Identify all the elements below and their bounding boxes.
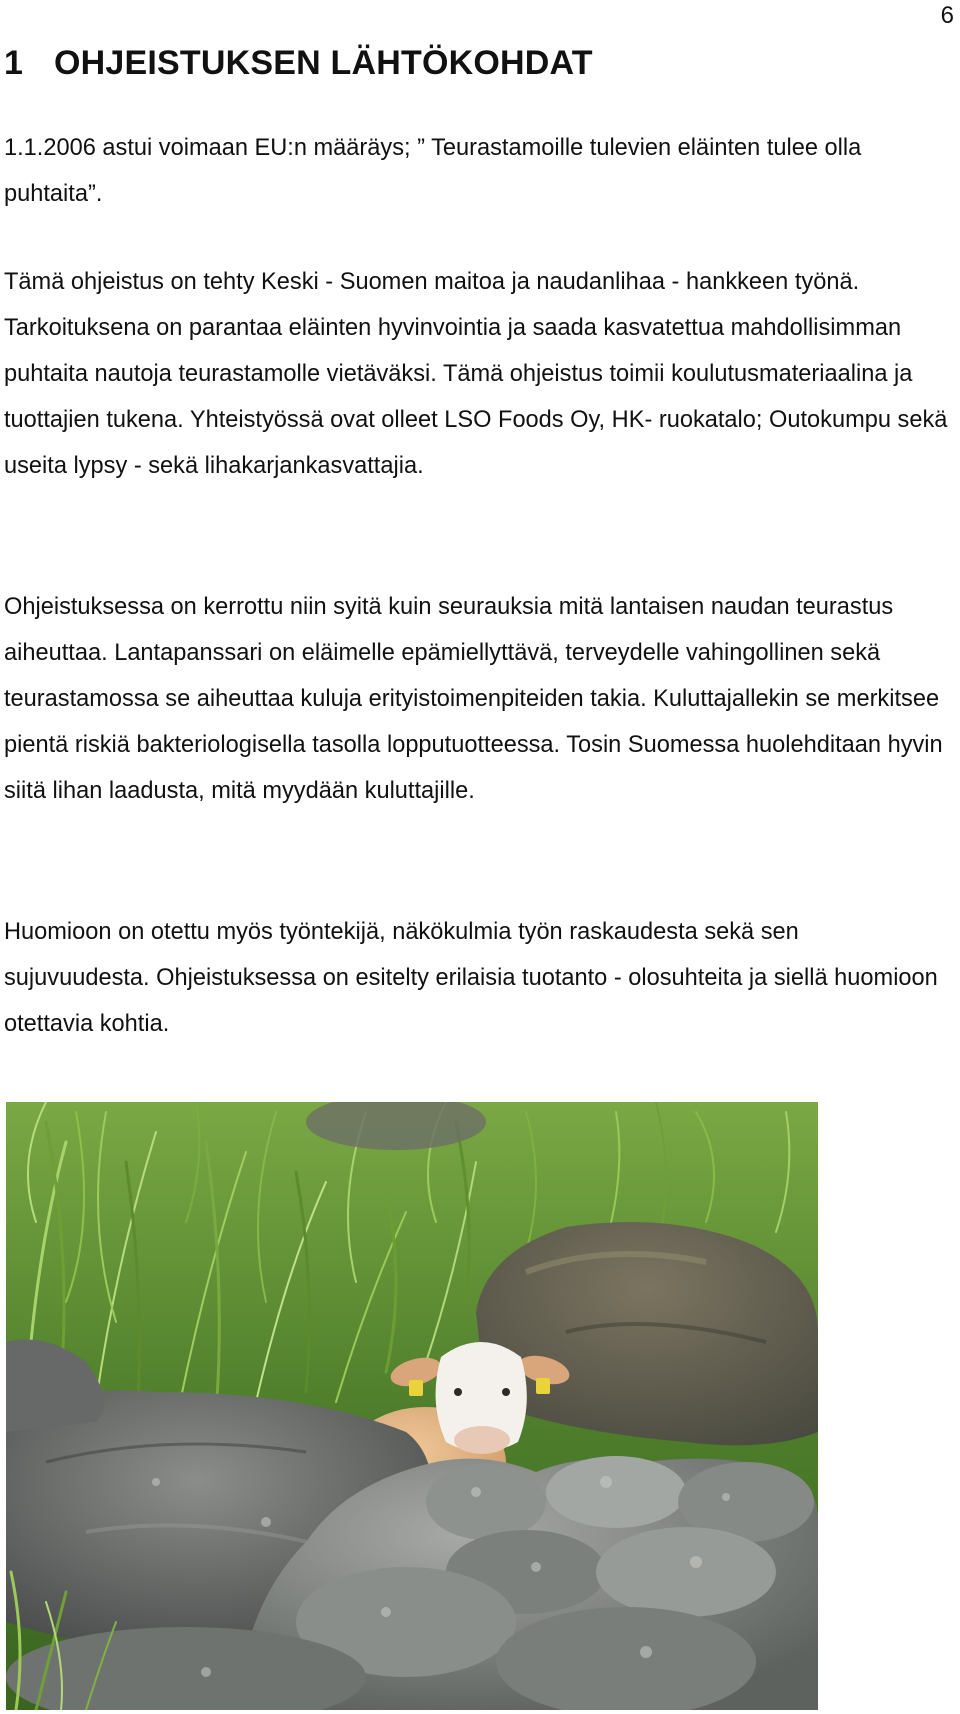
front-stone-5 [596, 1527, 776, 1617]
paragraph-eu-regulation: 1.1.2006 astui voimaan EU:n määräys; ” Teurastamoille tulevien eläinten tulee olla puhtaita”. [4, 135, 862, 207]
paragraph-project-background: Tämä ohjeistus on tehty Keski - Suomen maitoa ja naudanlihaa - hankkeen työnä. Tarkoituksena on parantaa eläinten hyvinvointia ja saada kasvatettua mahdollisimman puhtaita nautoja teurastamolle vietäväksi. Tämä ohjeistus toimii koulutusmateriaalina ja tuottajien tukena. Yhteistyössä ovat olleet LSO Foods Oy, HK- ruokatalo; Outokumpu sekä useita lypsy - sekä lihakarjankasvattajia. [4, 269, 948, 479]
paragraph-worker-perspective: Huomioon on otettu myös työntekijä, näkökulmia työn raskaudesta sekä sen sujuvuudesta. Ohjeistuksessa on esitelty erilaisia tuotanto - olosuhteita ja siellä huomioon otettavia kohtia. [4, 919, 938, 1037]
ear-tag-left [409, 1380, 423, 1396]
cow-behind-rocks-photo [6, 1102, 818, 1710]
chapter-number: 1 [4, 44, 24, 82]
page-number: 6 [940, 2, 954, 29]
chapter-heading [4, 44, 593, 83]
chapter-title: OHJEISTUKSEN LÄHTÖKOHDAT [54, 44, 593, 82]
paragraph-causes-consequences: Ohjeistuksessa on kerrottu niin syitä kuin seurauksia mitä lantaisen naudan teurastus aiheuttaa. Lantapanssari on eläimelle epämiellyttävä, terveydelle vahingollinen sekä teurastamossa se aiheuttaa kuluja erityistoimenpiteiden takia. Kuluttajallekin se merkitsee pientä riskiä bakteriologisella tasolla lopputuotteessa. Tosin Suomessa huolehditaan hyvin siitä lihan laadusta, mitä myydään kuluttajille. [4, 594, 943, 804]
front-stone-2 [546, 1456, 686, 1528]
front-stone-1 [426, 1464, 546, 1540]
ear-tag-right [536, 1378, 550, 1394]
